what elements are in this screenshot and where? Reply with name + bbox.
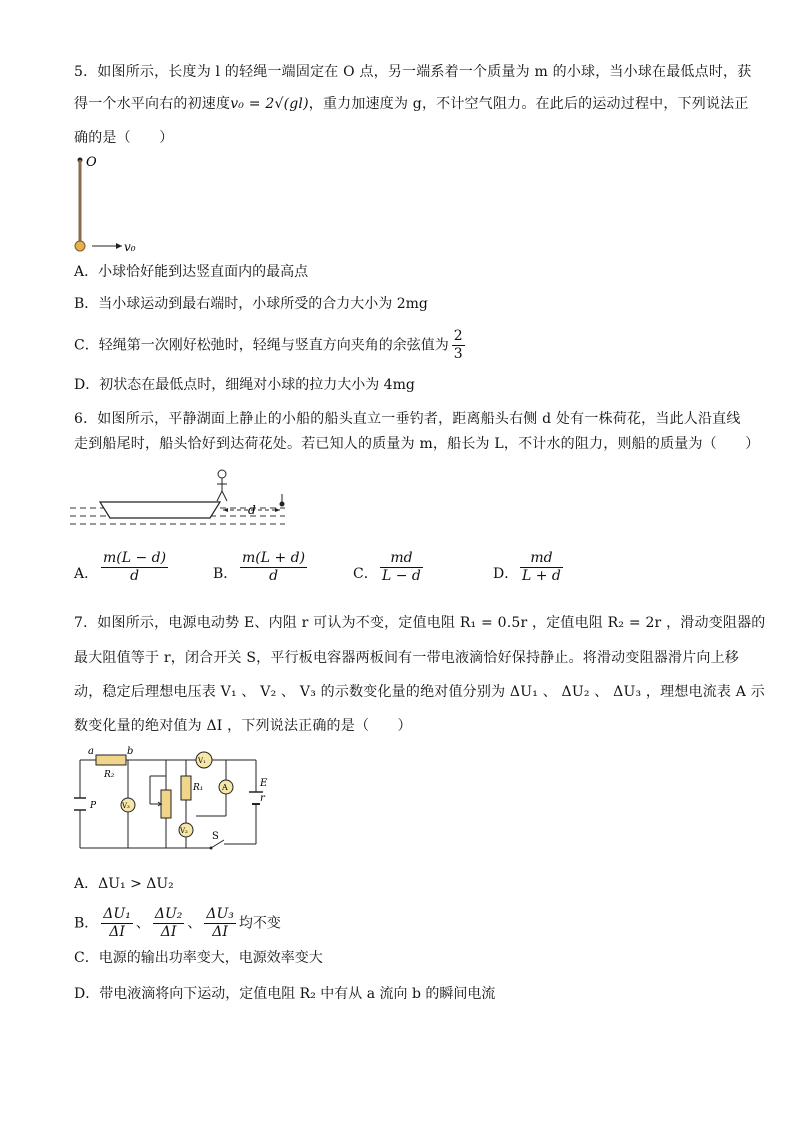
person-leg-left: [217, 491, 222, 501]
lotus-flower: [280, 502, 285, 507]
q6-boat-figure: [70, 466, 300, 532]
node-a-label: a: [88, 746, 94, 757]
velocity-label: v₀: [124, 240, 136, 254]
arrow-right-icon: [275, 508, 280, 512]
s-label: S: [212, 831, 219, 842]
rheostat: [161, 790, 171, 818]
r1-label: R₁: [193, 783, 204, 793]
q7-line-2: 最大阻值等于 r，闭合开关 S，平行板电容器两板间有一带电液滴恰好保持静止。将滑动变阻器滑片向上移: [74, 650, 739, 666]
p-label: P: [90, 801, 97, 811]
v1-label: V₁: [198, 757, 206, 765]
q7-option-b-tail: 均不变: [238, 915, 281, 932]
q7-option-b-label: B．: [74, 915, 99, 932]
q5-option-c-fraction: $\frac{2}{3}$: [453, 328, 463, 362]
person-head: [218, 470, 226, 478]
q7-option-c: C．电源的输出功率变大，电源效率变大: [74, 950, 323, 966]
q6-option-a-label: A．: [74, 566, 99, 582]
q6-option-a-fraction: $\frac{m(L - d)}{d}$: [103, 550, 167, 584]
q7-option-b-separator-1: 、: [135, 915, 150, 932]
q7-option-a: A．ΔU₁ > ΔU₂: [74, 876, 174, 892]
r2-label: R₂: [104, 770, 115, 780]
arrow-head-icon: [116, 243, 122, 249]
q6-line-2: 走到船尾时，船头恰好到达荷花处。若已知人的质量为 m，船长为 L，不计水的阻力，则船的质量为（ ）: [74, 436, 760, 452]
q5-option-c-text: C．轻绳第一次刚好松弛时，轻绳与竖直方向夹角的余弦值为: [74, 337, 449, 354]
q5-line-1: 5．如图所示，长度为 l 的轻绳一端固定在 O 点，另一端系着一个质量为 m 的小球，当小球在最低点时，获: [74, 64, 752, 80]
slider-arrow-icon: [152, 802, 161, 806]
q6-option-c-label: C．: [353, 566, 378, 582]
q7-line-4: 数变化量的绝对值为 ΔI ，下列说法正确的是（ ）: [74, 718, 412, 734]
q7-option-b-separator-2: 、: [187, 915, 202, 932]
q7-option-b-fraction-3: $\frac{\text{ΔU₃}}{\Delta I}$: [206, 906, 234, 940]
resistor-r1: [181, 776, 191, 800]
q5-option-a: A．小球恰好能到达竖直面内的最高点: [74, 264, 309, 280]
node-b-label: b: [127, 746, 134, 757]
v2-label: V₂: [180, 827, 188, 835]
q6-option-b-label: B．: [213, 566, 238, 582]
q6-option-b-fraction: $\frac{m(L + d)}{d}$: [242, 550, 306, 584]
resistor-r2: [96, 755, 126, 765]
distance-label: d: [248, 503, 256, 517]
q5-initial-velocity-formula: v₀ = 2√(gl): [230, 96, 309, 112]
person-leg-right: [222, 491, 227, 501]
v3-label: V₃: [122, 802, 130, 810]
r-label: r: [260, 793, 265, 804]
q5-pendulum-figure: [70, 150, 160, 260]
point-o-label: O: [86, 155, 97, 170]
q7-option-b: [74, 906, 281, 941]
q5-option-d: D．初状态在最低点时，细绳对小球的拉力大小为 4mg: [74, 377, 415, 393]
q6-option-d-label: D．: [493, 566, 519, 582]
q7-line-3: 动，稳定后理想电压表 V₁ 、 V₂ 、 V₃ 的示数变化量的绝对值分别为 ΔU₁ 、 ΔU₂ 、 ΔU₃ ，理想电流表 A 示: [74, 684, 765, 700]
q7-line-1: 7．如图所示，电源电动势 E、内阻 r 可认为不变，定值电阻 R₁ = 0.5r ，定值电阻 R₂ = 2r ，滑动变阻器的: [74, 615, 766, 631]
ball: [75, 241, 85, 251]
q5-option-b: B．当小球运动到最右端时，小球所受的合力大小为 2mg: [74, 296, 428, 312]
q7-option-b-fraction-1: $\frac{\text{ΔU₁}}{\Delta I}$: [103, 906, 131, 940]
q7-circuit-figure: [66, 740, 276, 860]
q5-line-2-b: ，重力加速度为 g，不计空气阻力。在此后的运动过程中，下列说法正: [308, 96, 749, 112]
q5-line-2-a: 得一个水平向右的初速度: [74, 96, 231, 112]
q6-option-d-fraction: $\frac{md}{L + d}$: [522, 550, 561, 584]
q6-line-1: 6．如图所示，平静湖面上静止的小船的船头直立一垂钓者，距离船头右侧 d 处有一株荷花，当此人沿直线: [74, 411, 741, 427]
q7-option-b-fraction-2: $\frac{\text{ΔU₂}}{\Delta I}$: [154, 906, 183, 940]
q7-option-d: D．带电液滴将向下运动，定值电阻 R₂ 中有从 a 流向 b 的瞬间电流: [74, 986, 496, 1002]
arrow-left-icon: [223, 508, 228, 512]
switch-pivot: [210, 847, 213, 850]
q5-line-2: [74, 94, 749, 114]
q5-option-c: [74, 328, 468, 363]
q6-option-c-fraction: $\frac{md}{L - d}$: [382, 550, 421, 584]
e-label: E: [260, 778, 268, 789]
q5-line-3: 确的是（ ）: [74, 130, 174, 146]
boat: [100, 502, 220, 518]
a-label: A: [222, 783, 228, 792]
